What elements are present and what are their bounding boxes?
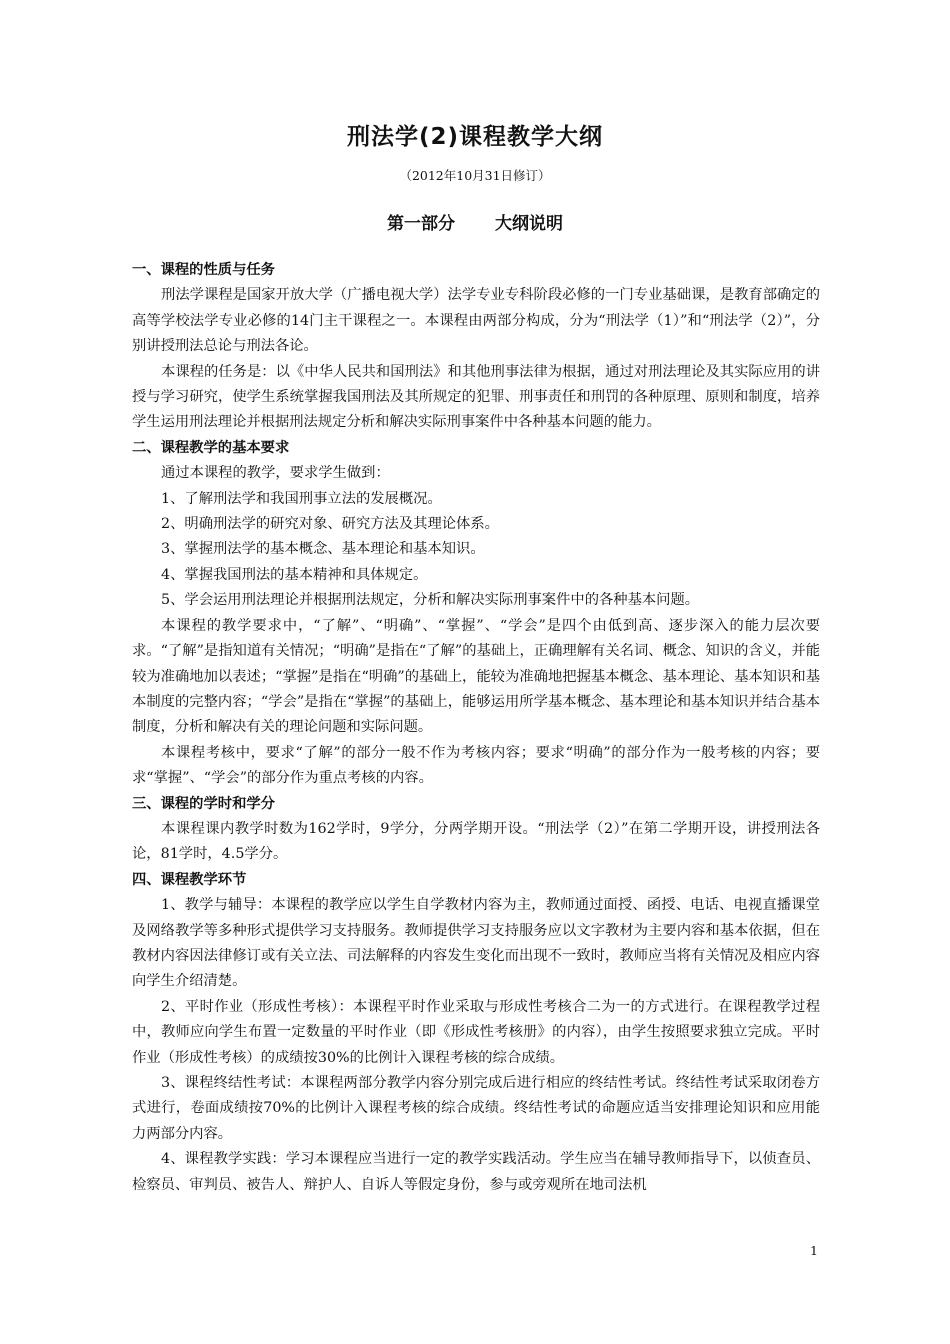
part-label: 第一部分 [387, 214, 455, 234]
paragraph: 1、教学与辅导：本课程的教学应以学生自学教材内容为主，教师通过面授、函授、电话、电视直播课堂及网络教学等多种形式提供学习支持服务。教师提供学习支持服务应以文字教材为主要内容和基本依据，但在教材内容因法律修订或有关立法、司法解释的内容发生变化而出现不一致时，教师应当将有关情况及相应内容向学生介绍清楚。 [132, 897, 820, 990]
paragraph: 本课程课内教学时数为162学时，9学分，分两学期开设。“刑法学（2）”在第二学期开设，讲授刑法各论，81学时，4.5学分。 [132, 820, 820, 863]
paragraph: 刑法学课程是国家开放大学（广播电视大学）法学专业专科阶段必修的一门专业基础课，是教育部确定的高等学校法学专业必修的14门主干课程之一。本课程由两部分构成，分为“刑法学（1）”和“刑法学（2）”，分别讲授刑法总论与刑法各论。 [132, 287, 820, 355]
revision-date: （2012年10月31日修订） [399, 168, 551, 183]
paragraph: 3、课程终结性考试：本课程两部分教学内容分别完成后进行相应的终结性考试。终结性考试采取闭卷方式进行，卷面成绩按70%的比例计入课程考核的综合成绩。终结性考试的命题应适当安排理论知识和应用能力两部分内容。 [132, 1075, 820, 1142]
paragraph: 本课程的教学要求中，“了解”、“明确”、“掌握”、“学会”是四个由低到高、逐步深入的能力层次要求。“了解”是指知道有关情况；“明确”是指在“了解”的基础上，正确理解有关名词、概念、知识的含义，并能较为准确地加以表述；“掌握”是指在“明确”的基础上，能较为准确地把握基本概念、基本理论、基本知识和基本制度的完整内容；“学会”是指在“掌握”的基础上，能够运用所学基本概念、基本理论和基本知识并结合基本制度，分析和解决有关的理论问题和实际问题。 [132, 617, 820, 736]
part-name: 大纲说明 [495, 214, 563, 234]
paragraph: 2、平时作业（形成性考核）：本课程平时作业采取与形成性考核合二为一的方式进行。在课程教学过程中，教师应向学生布置一定数量的平时作业（即《形成性考核册》的内容），由学生按照要求独立完成。平时作业（形成性考核）的成绩按30%的比例计入课程考核的综合成绩。 [132, 998, 820, 1066]
section-heading: 四、课程教学环节 [132, 871, 247, 888]
paragraph: 4、课程教学实践：学习本课程应当进行一定的教学实践活动。学生应当在辅导教师指导下，以侦查员、检察员、审判员、被告人、辩护人、自诉人等假定身份，参与或旁观所在地司法机 [132, 1151, 820, 1193]
list-item: 2、明确刑法学的研究对象、研究方法及其理论体系。 [161, 516, 499, 533]
list-item: 4、掌握我国刑法的基本精神和具体规定。 [161, 566, 428, 583]
list-item: 1、了解刑法学和我国刑事立法的发展概况。 [161, 490, 442, 507]
page-number: 1 [810, 1243, 818, 1258]
section-heading: 二、课程教学的基本要求 [132, 439, 290, 456]
list-item: 5、学会运用刑法理论并根据刑法规定，分析和解决实际刑事案件中的各种基本问题。 [161, 592, 700, 609]
section-heading: 一、课程的性质与任务 [132, 262, 275, 278]
document-body [132, 258, 820, 1198]
paragraph: 本课程考核中，要求“了解”的部分一般不作为考核内容；要求“明确”的部分作为一般考核的内容；要求“掌握”、“学会”的部分作为重点考核的内容。 [132, 744, 820, 787]
paragraph: 通过本课程的教学，要求学生做到： [161, 465, 390, 482]
paragraph: 本课程的任务是：以《中华人民共和国刑法》和其他刑事法律为根据，通过对刑法理论及其实际应用的讲授与学习研究，使学生系统掌握我国刑法及其所规定的犯罪、刑事责任和刑罚的各种原理、原则和制度，培养学生运用刑法理论并根据刑法规定分析和解决实际刑事案件中各种基本问题的能力。 [132, 363, 820, 431]
section-heading: 三、课程的学时和学分 [132, 795, 275, 812]
part-heading [0, 209, 950, 234]
list-item: 3、掌握刑法学的基本概念、基本理论和基本知识。 [161, 541, 485, 558]
document-title: 刑法学(2)课程教学大纲 [346, 124, 604, 150]
